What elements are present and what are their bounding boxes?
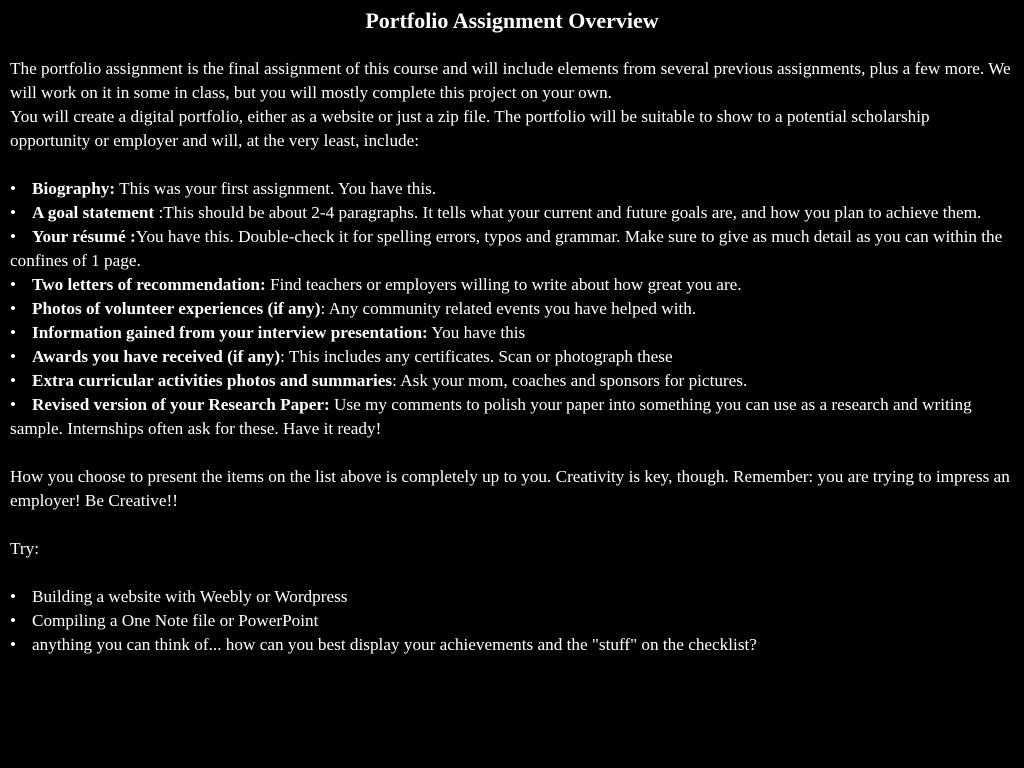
closing-paragraph: How you choose to present the items on the list above is completely up to you. Creativity is key, though. Remember: you are trying to impress an employer! Be Creative!! <box>10 467 1010 510</box>
try-item-text: Compiling a One Note file or PowerPoint <box>32 611 319 630</box>
intro-paragraph-1: The portfolio assignment is the final assignment of this course and will include elements from several previous assignments, plus a few more. We will work on it in some in class, but you will mostly complete this project on your own. <box>10 59 1011 102</box>
spacer <box>10 153 1014 177</box>
requirement-item-interview-info <box>10 321 1014 345</box>
requirement-item-awards <box>10 345 1014 369</box>
try-item <box>10 585 1014 609</box>
requirement-text: You have this <box>427 323 526 342</box>
requirement-label: Your résumé : <box>32 227 136 246</box>
bullet-icon: • <box>10 299 17 318</box>
spacer <box>10 561 1014 585</box>
requirement-item-resume <box>10 225 1014 273</box>
bullet-icon: • <box>10 227 17 246</box>
requirement-label: Two letters of recommendation: <box>32 275 266 294</box>
requirements-list <box>10 177 1014 441</box>
requirement-label: Revised version of your Research Paper: <box>32 395 330 414</box>
bullet-icon: • <box>10 203 17 222</box>
try-item <box>10 609 1014 633</box>
requirement-item-goal-statement <box>10 201 1014 225</box>
spacer <box>10 441 1014 465</box>
bullet-icon: • <box>10 275 17 294</box>
requirement-label: Extra curricular activities photos and summaries <box>32 371 393 390</box>
requirement-item-extracurricular <box>10 369 1014 393</box>
requirement-text: You have this. Double-check it for spelling errors, typos and grammar. Make sure to give as much detail as you can within the confines of 1 page. <box>10 227 1003 270</box>
intro-paragraph-2: You will create a digital portfolio, either as a website or just a zip file. The portfolio will be suitable to show to a potential scholarship opportunity or employer and will, at the very least, include: <box>10 107 930 150</box>
requirement-label: Biography: <box>32 179 116 198</box>
bullet-icon: • <box>10 635 17 654</box>
requirement-label: A goal statement <box>32 203 155 222</box>
page-title: Portfolio Assignment Overview <box>365 8 659 33</box>
bullet-icon: • <box>10 587 17 606</box>
requirement-item-recommendations <box>10 273 1014 297</box>
try-label: Try: <box>10 539 39 558</box>
requirement-text: : Ask your mom, coaches and sponsors for pictures. <box>392 371 748 390</box>
requirement-text: :This should be about 2-4 paragraphs. It tells what your current and future goals are, and how you plan to achieve them. <box>154 203 982 222</box>
bullet-icon: • <box>10 371 17 390</box>
requirement-item-biography <box>10 177 1014 201</box>
requirement-text: Use my comments to polish your paper into something you can use as a research and writing sample. Internships often ask for these. Have it ready! <box>10 395 972 438</box>
bullet-icon: • <box>10 323 17 342</box>
bullet-icon: • <box>10 611 17 630</box>
bullet-icon: • <box>10 347 17 366</box>
requirement-text: : This includes any certificates. Scan or photograph these <box>280 347 673 366</box>
bullet-icon: • <box>10 395 17 414</box>
spacer <box>10 513 1014 537</box>
requirement-text: This was your first assignment. You have this. <box>115 179 437 198</box>
slide-body <box>10 57 1014 657</box>
requirement-label: Photos of volunteer experiences (if any) <box>32 299 321 318</box>
try-item-text: Building a website with Weebly or Wordpress <box>32 587 348 606</box>
requirement-label: Information gained from your interview presentation: <box>32 323 428 342</box>
try-item <box>10 633 1014 657</box>
try-list <box>10 585 1014 657</box>
try-item-text: anything you can think of... how can you best display your achievements and the "stuff" on the checklist? <box>32 635 757 654</box>
requirement-item-research-paper <box>10 393 1014 441</box>
requirement-label: Awards you have received (if any) <box>32 347 281 366</box>
requirement-text: Find teachers or employers willing to write about how great you are. <box>265 275 742 294</box>
bullet-icon: • <box>10 179 17 198</box>
requirement-item-volunteer-photos <box>10 297 1014 321</box>
requirement-text: : Any community related events you have helped with. <box>320 299 697 318</box>
